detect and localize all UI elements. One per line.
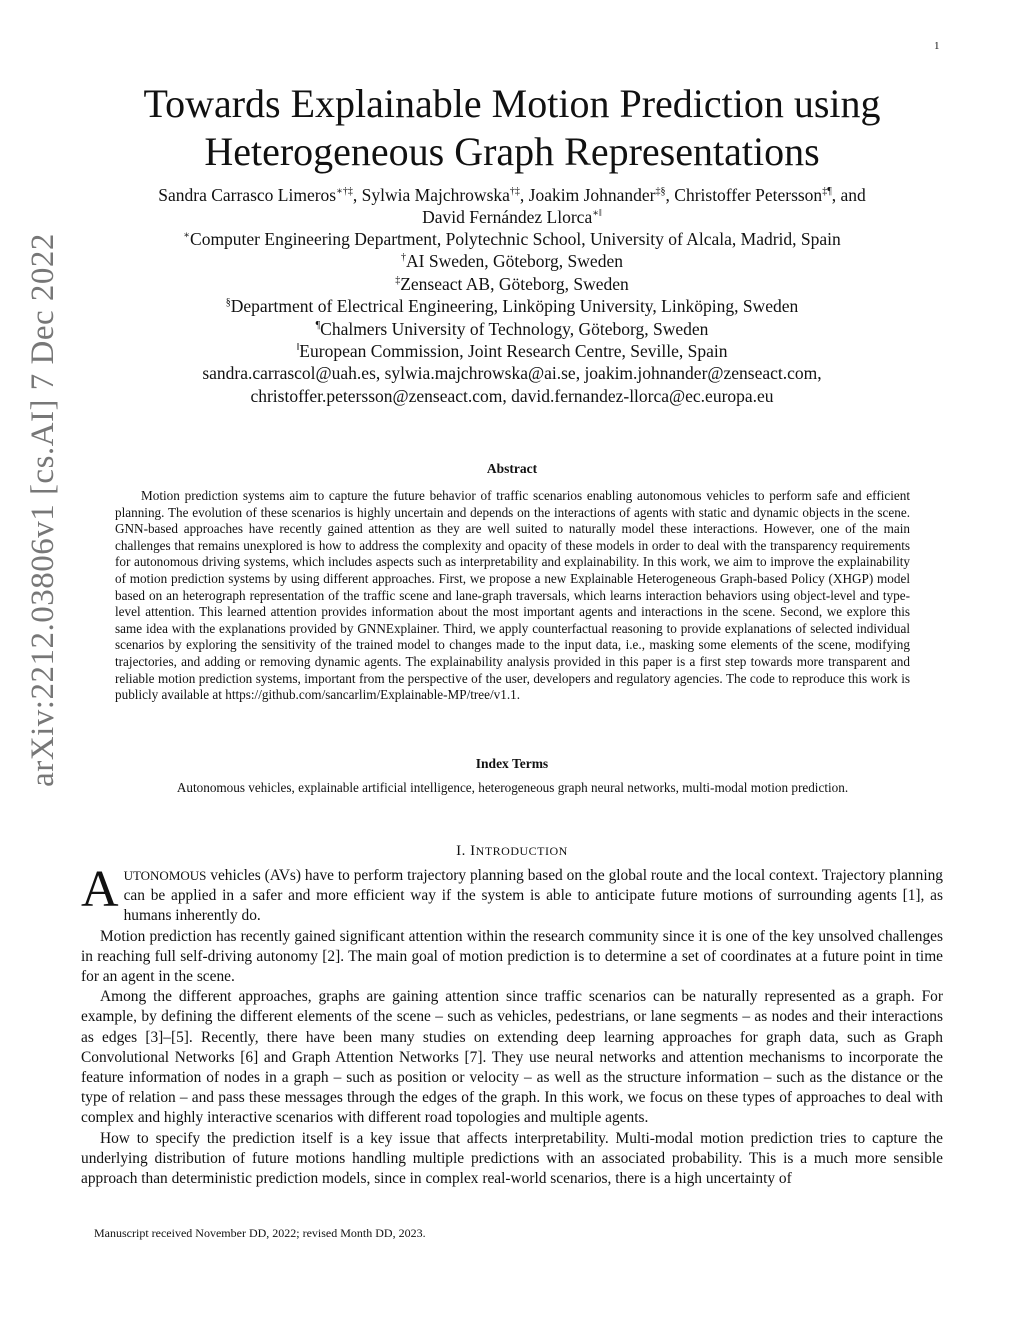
author-name: Joakim Johnander [528, 185, 656, 205]
affiliation-text: Computer Engineering Department, Polytechnic School, University of Alcala, Madrid, Spain [190, 229, 841, 249]
section-title-initial: I [470, 843, 476, 859]
paragraph-text: vehicles (AVs) have to perform trajectory planning based on the global route and the local context. Trajectory planning can be applied in a safer and more efficient way if the system is able to anticipate future motions of surrounding agents [1], as humans inherently do. [123, 867, 943, 925]
affiliation-mark: ‖ [296, 342, 300, 354]
index-terms-heading: Index Terms [475, 756, 549, 771]
abstract-text: Motion prediction systems aim to capture the future behavior of traffic scenarios enabling autonomous vehicles to perform safe and efficient planning. The evolution of these scenarios is highly uncertain and depends on the interactions of agents with static and dynamic objects in the scene. GNN-based approaches have recently gained attention as they are well suited to naturally model these interactions. However, one of the main challenges that remains unexplored is how to address the complexity and opacity of these models in order to deal with the transparency requirements for autonomous driving systems, which includes aspects such as interpretability and explainability. In this work, we aim to improve the explainability of motion prediction systems by using different approaches. First, we propose a new Explainable Heterogeneous Graph-based Policy (XHGP) model based on an heterograph representation of the traffic scene and lane-graph traversals, which learns interaction behaviors using object-level and type-level attention. This learned attention provides information about the most important agents and interactions in the scene. Second, we explore this same idea with the explanations provided by GNNExplainer. Third, we apply counterfactual reasoning to provide explanations of selected individual scenarios by exploring the sensitivity of the trained model to changes made to the input data, i.e., masking some elements of the scene, modifying trajectories, and adding or removing dynamic agents. The explainability analysis provided in this paper is a first step towards more transparent and reliable motion prediction systems, important from the perspective of the user, developers and regulatory agencies. The code to reproduce this work is publicly available at https://github.com/sancarlim/Explainable-MP/tree/v1.1. [115, 488, 910, 703]
author-separator: , [352, 185, 362, 205]
affiliation-text: Department of Electrical Engineering, Linköping University, Linköping, Sweden [230, 296, 799, 317]
paragraph: Among the different approaches, graphs are gaining attention since traffic scenarios can be naturally represented as a graph. For example, by defining the different elements of the scene – such as vehicles, pedestrians, or lane segments – as nodes and their interactions as edges [3]–[5]. Recently, there have been many studies on extending deep learning approaches for graph data, such as Graph Convolutional Networks [6] and Graph Attention Networks [7]. They use neural networks and attention mechanisms to incorporate the feature information of nodes in a graph – such as position or velocity – as well as the structure information – such as the distance or the type of relation – and pass these messages through the edges of the graph. In this work, we focus on these types of approaches to deal with complex and highly interactive scenarios with different road topologies and multiple agents. [81, 988, 943, 1127]
author-name: Christoffer Petersson [674, 185, 823, 205]
affiliation [80, 250, 944, 272]
author-marks: ‡¶ [822, 186, 832, 198]
author-marks: ∗‖ [592, 208, 602, 220]
abstract-heading: Abstract [486, 461, 538, 476]
section-title-rest: NTRODUCTION [475, 844, 568, 858]
title-line-2: Heterogeneous Graph Representations [204, 129, 820, 174]
affiliation [80, 295, 944, 317]
small-caps-word: UTONOMOUS [123, 868, 207, 883]
page-number: 1 [934, 40, 940, 52]
author-name: David Fernández Llorca [422, 207, 593, 227]
affiliation-mark: ∗ [183, 230, 191, 242]
affiliation [80, 318, 944, 340]
author-separator: , [665, 185, 675, 205]
introduction-body [81, 861, 943, 1189]
arxiv-identifier: arXiv:2212.03806v1 [cs.AI] 7 Dec 2022 [25, 233, 61, 787]
author-marks: ‡§ [655, 186, 666, 198]
footnote: Manuscript received November DD, 2022; revised Month DD, 2023. [94, 1226, 426, 1240]
email-line: christoffer.petersson@zenseact.com, david.fernandez-llorca@ec.europa.eu [250, 385, 774, 406]
author-name: Sandra Carrasco Limeros [158, 185, 337, 205]
affiliation-list [80, 228, 944, 407]
author-name: Sylwia Majchrowska [361, 185, 510, 205]
paragraph: Motion prediction has recently gained significant attention within the research community since it is one of the key unsolved challenges in reaching full self-driving autonomy [2]. The main goal of motion prediction is to determine a set of coordinates at a future point in time for an agent in the scene. [81, 927, 943, 986]
affiliation [80, 228, 944, 250]
affiliation-mark: ‡ [395, 274, 401, 286]
author-list [80, 184, 944, 228]
affiliation [80, 340, 944, 362]
paper-title [80, 80, 944, 176]
section-heading [80, 843, 944, 860]
paragraph: How to specify the prediction itself is a key issue that affects interpretability. Multi-modal motion prediction tries to capture the underlying distribution of future motions handling multiple predictions with an associated probability. This is a much more sensible approach than deterministic prediction models, since in complex real-world scenarios, there is a high uncertainty of [81, 1129, 943, 1188]
paragraph [81, 861, 943, 927]
index-terms-text: Autonomous vehicles, explainable artificial intelligence, heterogeneous graph neural networks, multi-modal motion prediction. [176, 780, 849, 795]
author-separator: , and [831, 185, 866, 205]
affiliation-text: Chalmers University of Technology, Göteborg, Sweden [320, 318, 709, 339]
affiliation [80, 273, 944, 295]
title-line-1: Towards Explainable Motion Prediction using [143, 81, 881, 126]
author-marks: ∗†‡ [336, 186, 353, 198]
email-line: sandra.carrascol@uah.es, sylwia.majchrowska@ai.se, joakim.johnander@zenseact.com, [202, 363, 822, 384]
affiliation-mark: ¶ [315, 319, 321, 331]
section-number: I. [456, 843, 466, 859]
affiliation-text: AI Sweden, Göteborg, Sweden [406, 251, 623, 272]
drop-cap: A [81, 861, 119, 918]
affiliation-mark: § [225, 297, 231, 309]
affiliation-mark: † [401, 252, 407, 264]
affiliation-text: European Commission, Joint Research Centre, Seville, Spain [299, 341, 728, 362]
affiliation-text: Zenseact AB, Göteborg, Sweden [400, 273, 629, 294]
author-separator: , [519, 185, 529, 205]
author-marks: †‡ [509, 186, 520, 198]
